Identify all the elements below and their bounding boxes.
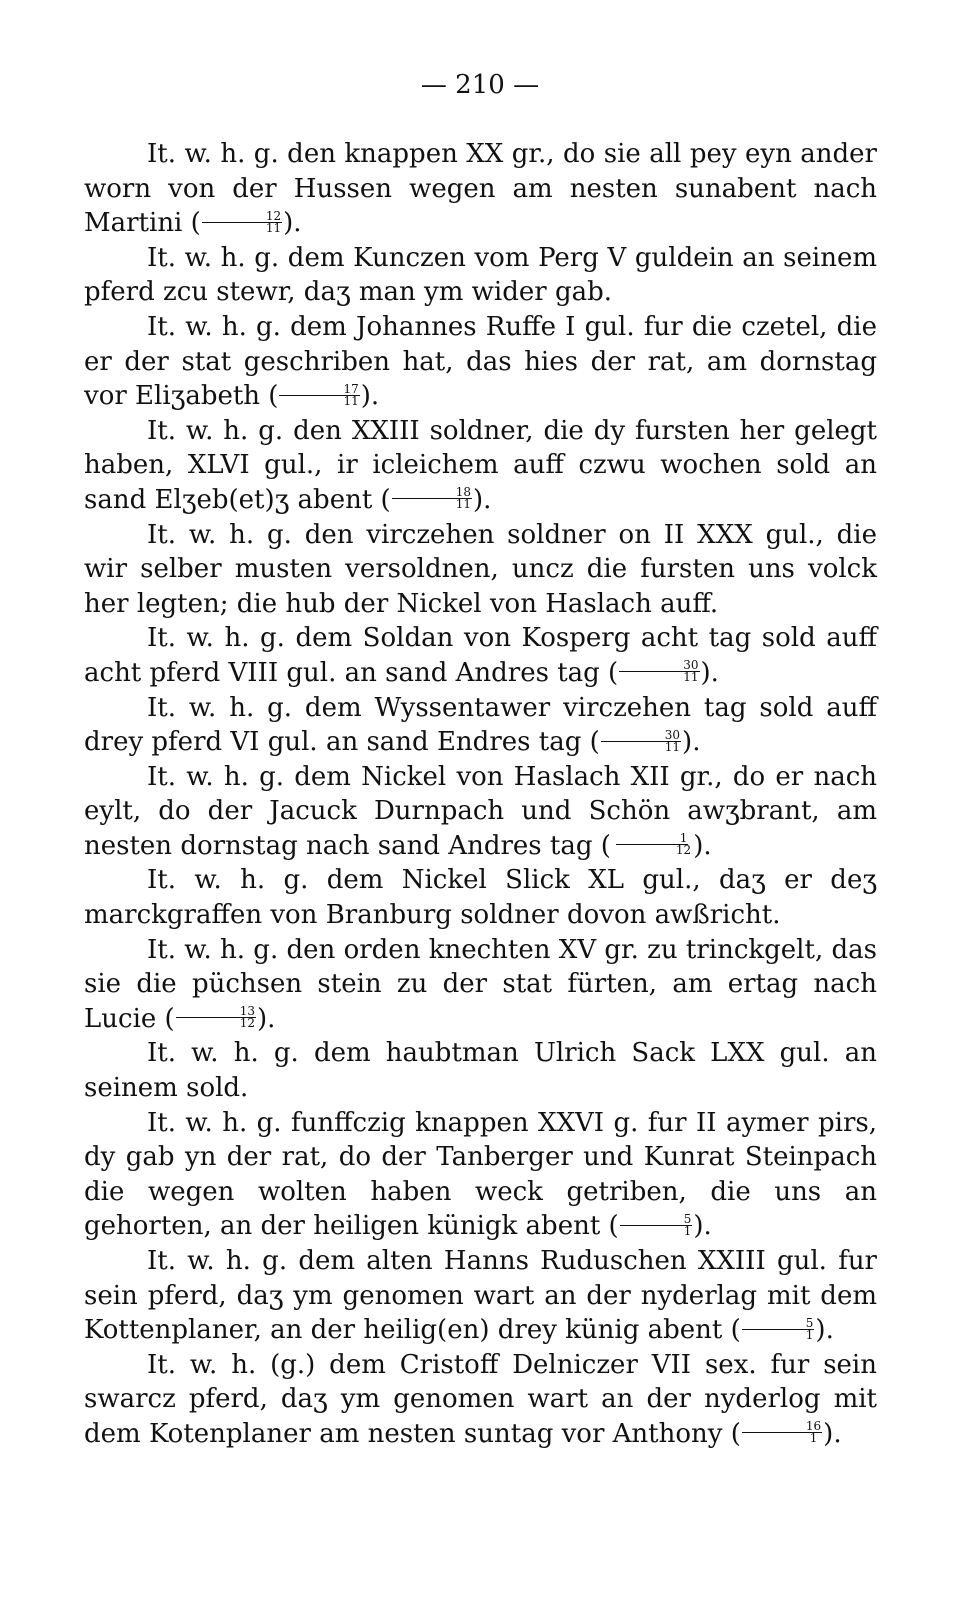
- ledger-entry: It. w. h. g. den knappen XX gr., do sie all pey eyn ander worn von der Hussen wegen am nesten sunabent nach Martini ( $\frac{12}{11}$ ).: [84, 139, 877, 239]
- date-fraction: [202, 208, 282, 235]
- entry-text: It. w. h. g. dem alten Hanns Ruduschen XXIII gul. fur sein pferd, daʒ ym genomen wart an der nyderlag mit dem Kottenplaner, an der heilig(en) drey künig abent: [84, 1246, 877, 1346]
- date-month: 11: [455, 497, 471, 512]
- entry-text: It. w. h. g. dem Soldan von Kosperg acht tag sold auff acht pferd VIII gul. an sand Andres tag: [84, 623, 877, 688]
- entry-text: It. w. h. g. dem Johannes Ruffe I gul. fur die czetel, die er der stat geschriben hat, das hies der rat, am dornstag vor Eliʒabeth: [84, 311, 877, 412]
- date-month: 1: [805, 1327, 814, 1342]
- ledger-entry: It. w. h. g. den orden knechten XV gr. zu trinckgelt, das sie die püchsen stein zu der stat fürten, am ertag nach Lucie ( $\frac{13}{12}$ ).: [84, 934, 877, 1034]
- date-fraction: [176, 1006, 256, 1029]
- date-fraction: [612, 833, 692, 856]
- ledger-entry: [84, 1036, 877, 1105]
- date-fraction: [392, 487, 472, 510]
- entry-end-punctuation: .: [703, 830, 712, 861]
- date-day: 30: [619, 660, 699, 672]
- entry-text: It. w. h. g. dem Nickel Slick XL gul., daʒ er deʒ marckgraffen von Branburg soldner dovon awßricht.: [84, 865, 877, 931]
- entry-text: It. w. h. g. dem haubtman Ulrich Sack LXX gul. an seinem sold.: [84, 1038, 877, 1104]
- ledger-entry: [84, 863, 877, 932]
- ledger-entry: It. w. h. (g.) dem Cristoff Delniczer VII sex. fur sein swarcz pferd, daʒ ym genomen wart an der nyderlog mit dem Kotenplaner am nesten suntag vor Anthony ( $\frac{16}{1}$ ).: [84, 1349, 877, 1449]
- date-day: 13: [176, 1006, 256, 1018]
- ledger-entry: [84, 518, 877, 622]
- date-day: 5: [620, 1214, 693, 1226]
- ledger-entry: It. w. h. g. dem alten Hanns Ruduschen XXIII gul. fur sein pferd, daʒ ym genomen wart an der nyderlag mit dem Kottenplaner, an der heilig(en) drey künig abent ( $\frac{5}{1}$ ).: [84, 1246, 877, 1346]
- date-month: 1: [683, 1223, 692, 1238]
- entry-end-punctuation: .: [483, 484, 492, 515]
- date-fraction: [742, 1315, 815, 1342]
- date-fraction: [601, 727, 681, 754]
- entry-text: It. w. h. g. dem Kunczen vom Perg V guldein an seinem pferd zcu stewr, daʒ man ym wider gab.: [84, 242, 877, 308]
- ledger-entry: It. w. h. g. dem Nickel von Haslach XII gr., do er nach eylt, do der Jacuck Durnpach und Schön awʒbrant, am nesten dornstag nach sand Andres tag ( $\frac{1}{12}$ ).: [84, 761, 877, 861]
- entry-text: It. w. h. (g.) dem Cristoff Delniczer VII sex. fur sein swarcz pferd, daʒ ym genomen wart an der nyderlog mit dem Kotenplaner am nesten suntag vor Anthony: [84, 1349, 877, 1449]
- entry-end-punctuation: .: [692, 727, 701, 758]
- entry-end-punctuation: .: [293, 208, 302, 239]
- page-number: — 210 —: [420, 70, 540, 100]
- entry-text: It. w. h. g. dem Nickel von Haslach XII gr., do er nach eylt, do der Jacuck Durnpach und Schön awʒbrant, am nesten dornstag nach sand Andres tag: [84, 761, 877, 861]
- entries-text-block: [84, 137, 877, 1452]
- date-day: 12: [202, 211, 282, 223]
- date-day: 5: [742, 1318, 815, 1330]
- date-day: 30: [601, 730, 681, 742]
- entry-end-punctuation: .: [825, 1315, 834, 1346]
- entry-end-punctuation: .: [267, 1003, 276, 1034]
- date-month: 1: [809, 1431, 818, 1446]
- entry-text: It. w. h. g. den virczehen soldner on II XXX gul., die wir selber musten versoldnen, uncz die fursten uns volck her legten; die hub der Nickel von Haslach auff.: [84, 519, 877, 619]
- date-fraction: [742, 1421, 822, 1444]
- entry-text: It. w. h. g. funffczig knappen XXVI g. fur II aymer pirs, dy gab yn der rat, do der Tanberger und Kunrat Steinpach die wegen wolten haben weck getriben, die uns an gehorten, an der heiligen künigk abent: [84, 1107, 877, 1242]
- date-day: 18: [392, 487, 472, 499]
- date-month: 11: [265, 220, 282, 235]
- ledger-entry: It. w. h. g. dem Soldan von Kosperg acht tag sold auff acht pferd VIII gul. an sand Andres tag ( $\frac{30}{11}$ ).: [84, 623, 877, 688]
- date-month: 11: [343, 393, 359, 408]
- date-month: 11: [664, 739, 681, 754]
- date-day: 16: [742, 1421, 822, 1433]
- date-month: 11: [683, 670, 699, 685]
- date-month: 12: [675, 843, 692, 858]
- entry-text: It. w. h. g. den orden knechten XV gr. zu trinckgelt, das sie die püchsen stein zu der stat fürten, am ertag nach Lucie: [84, 934, 877, 1034]
- entry-end-punctuation: .: [710, 657, 719, 688]
- ledger-entry: It. w. h. g. dem Wyssentawer virczehen tag sold auff drey pferd VI gul. an sand Endres tag ( $\frac{30}{11}$ ).: [84, 692, 877, 758]
- entry-end-punctuation: .: [370, 381, 380, 412]
- date-month: 12: [239, 1016, 255, 1031]
- date-fraction: [619, 660, 699, 683]
- entry-text: It. w. h. g. dem Wyssentawer virczehen tag sold auff drey pferd VI gul. an sand Endres tag: [84, 692, 877, 758]
- entry-end-punctuation: .: [833, 1418, 842, 1449]
- entry-text: It. w. h. g. den XXIII soldner, die dy fursten her gelegt haben, XLVI gul., ir icleichem auff czwu wochen sold an sand Elʒeb(et)ʒ abent: [84, 415, 877, 515]
- date-fraction: [620, 1211, 693, 1238]
- ledger-entry: [84, 241, 877, 310]
- entry-end-punctuation: .: [703, 1211, 712, 1242]
- ledger-entry: It. w. h. g. dem Johannes Ruffe I gul. fur die czetel, die er der stat geschriben hat, das hies der rat, am dornstag vor Eliʒabeth ( $\frac{17}{11}$ ).: [84, 311, 877, 412]
- date-day: 1: [616, 833, 689, 845]
- ledger-entry: It. w. h. g. den XXIII soldner, die dy fursten her gelegt haben, XLVI gul., ir icleichem auff czwu wochen sold an sand Elʒeb(et)ʒ abent ( $\frac{18}{11}$ ).: [84, 415, 877, 515]
- date-fraction: [279, 381, 359, 408]
- entry-text: It. w. h. g. den knappen XX gr., do sie all pey eyn ander worn von der Hussen wegen am nesten sunabent nach Martini: [84, 139, 877, 239]
- date-day: 17: [279, 384, 359, 396]
- ledger-entry: It. w. h. g. funffczig knappen XXVI g. fur II aymer pirs, dy gab yn der rat, do der Tanberger und Kunrat Steinpach die wegen wolten haben weck getriben, die uns an gehorten, an der heiligen künigk abent ( $\frac{5}{1}$ ).: [84, 1107, 877, 1242]
